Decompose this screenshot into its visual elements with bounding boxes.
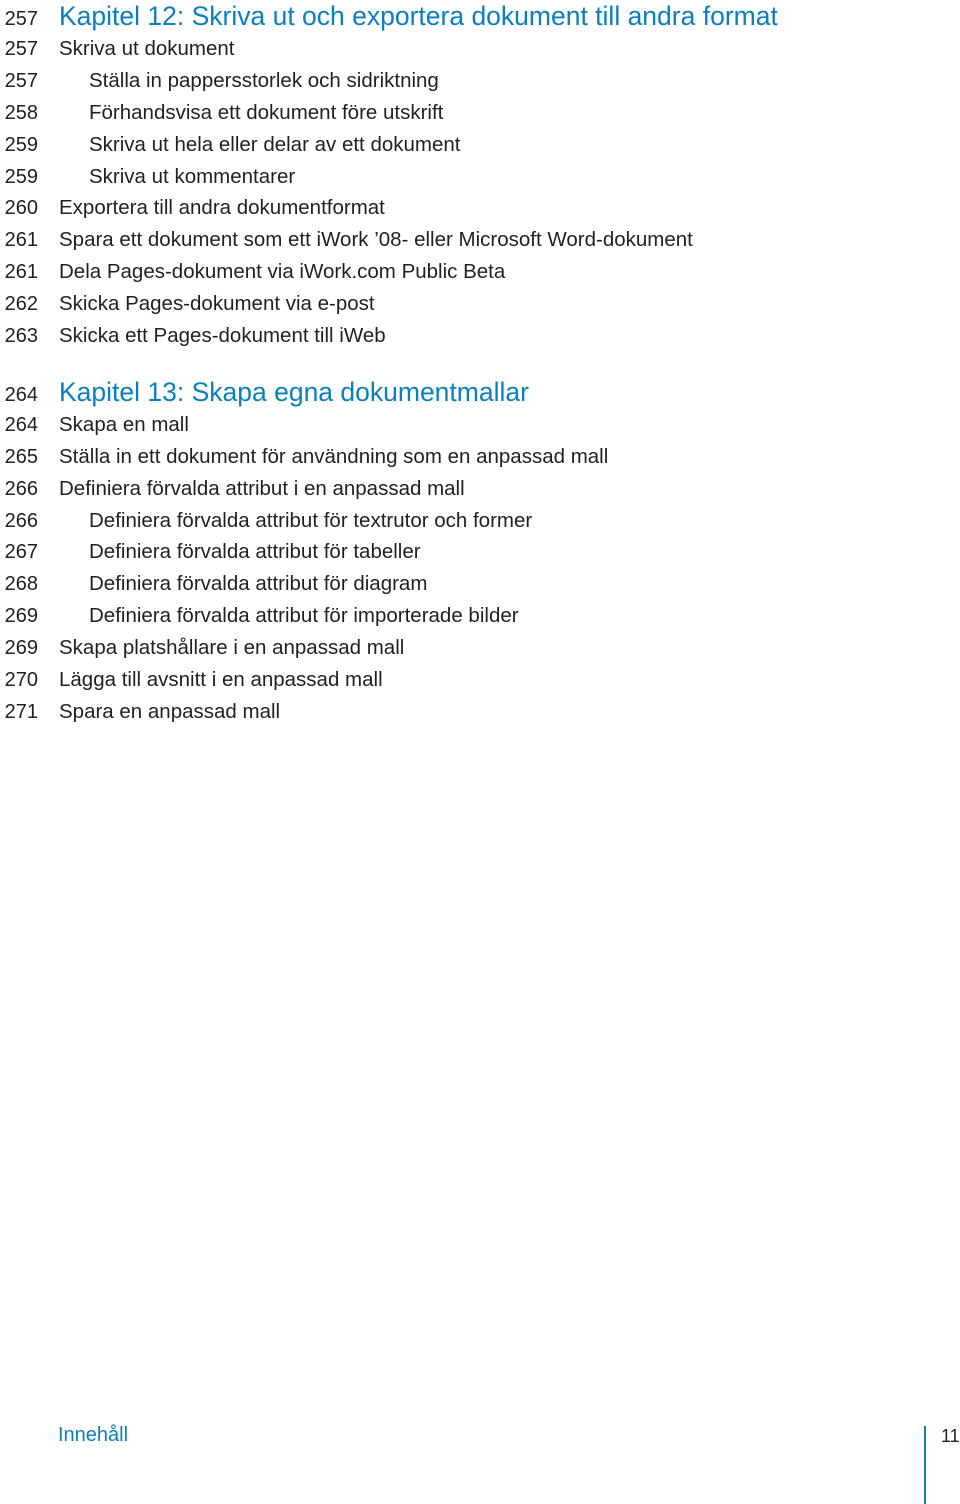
toc-entry[interactable] — [0, 441, 960, 473]
entry-page-number: 262 — [4, 293, 38, 316]
entry-page-number: 259 — [4, 133, 38, 156]
entry-title: Ställa in ett dokument för användning som en anpassad mall — [59, 444, 609, 468]
entry-title: Definiera förvalda attribut för textrutor och former — [89, 508, 533, 532]
entry-page-number: 270 — [4, 669, 38, 692]
entry-page-number: 264 — [4, 413, 38, 436]
chapter-13 — [0, 376, 960, 728]
entry-page-number: 271 — [4, 700, 38, 723]
toc-entry[interactable] — [0, 33, 960, 65]
toc-subentry[interactable] — [0, 65, 960, 97]
toc-subentry[interactable] — [0, 536, 960, 568]
entry-title: Definiera förvalda attribut för tabeller — [89, 540, 421, 564]
entry-page-number: 265 — [4, 445, 38, 468]
chapter-heading[interactable] — [0, 376, 960, 409]
toc-subentry[interactable] — [0, 568, 960, 600]
toc-subentry[interactable] — [0, 600, 960, 632]
toc-subentry[interactable] — [0, 505, 960, 537]
entry-title: Skapa platshållare i en anpassad mall — [59, 636, 405, 660]
toc-subentry[interactable] — [0, 97, 960, 129]
entry-page-number: 258 — [4, 101, 38, 124]
entry-title: Skicka Pages-dokument via e-post — [59, 292, 375, 316]
entry-page-number: 260 — [4, 197, 38, 220]
entry-title: Förhandsvisa ett dokument före utskrift — [89, 100, 444, 124]
entry-title: Skriva ut dokument — [59, 37, 235, 60]
entry-title: Spara en anpassad mall — [59, 699, 281, 723]
entry-page-number: 263 — [4, 325, 38, 348]
entry-title: Exportera till andra dokumentformat — [59, 196, 385, 220]
toc-entry[interactable] — [0, 224, 960, 256]
chapter-page-number: 264 — [4, 383, 38, 406]
chapter-page-number: 257 — [4, 8, 38, 30]
toc-entry[interactable] — [0, 664, 960, 696]
toc-subentry[interactable] — [0, 161, 960, 193]
entry-page-number: 261 — [4, 229, 38, 252]
entry-page-number: 266 — [4, 477, 38, 500]
toc-entry[interactable] — [0, 632, 960, 664]
chapter-title: Kapitel 12: Skriva ut och exportera dokument till andra format — [59, 1, 778, 31]
entry-page-number: 268 — [4, 573, 38, 596]
toc-subentry[interactable] — [0, 129, 960, 161]
toc-entry[interactable] — [0, 288, 960, 320]
entry-title: Definiera förvalda attribut för diagram — [89, 572, 428, 596]
entry-title: Skriva ut hela eller delar av ett dokument — [89, 132, 461, 156]
toc-entry[interactable] — [0, 320, 960, 352]
entry-title: Skriva ut kommentarer — [89, 164, 296, 188]
entry-title: Definiera förvalda attribut för importerade bilder — [89, 604, 519, 628]
entry-title: Dela Pages-dokument via iWork.com Public Beta — [59, 260, 506, 284]
entry-page-number: 266 — [4, 509, 38, 532]
entry-page-number: 257 — [4, 38, 38, 60]
entry-page-number: 257 — [4, 69, 38, 92]
footer-section-label: Innehåll — [58, 1424, 129, 1446]
toc-entry[interactable] — [0, 696, 960, 728]
toc-entry[interactable] — [0, 409, 960, 441]
footer-page-number: 11 — [941, 1426, 960, 1446]
footer-divider — [924, 1426, 926, 1504]
chapter-12 — [0, 0, 960, 352]
entry-page-number: 267 — [4, 541, 38, 564]
entry-title: Skapa en mall — [59, 412, 189, 436]
chapter-title: Kapitel 13: Skapa egna dokumentmallar — [59, 376, 529, 407]
entry-title: Ställa in pappersstorlek och sidriktning — [89, 68, 439, 92]
entry-title: Definiera förvalda attribut i en anpassad mall — [59, 476, 465, 500]
entry-title: Skicka ett Pages-dokument till iWeb — [59, 324, 386, 348]
entry-title: Lägga till avsnitt i en anpassad mall — [59, 668, 383, 692]
entry-page-number: 259 — [4, 165, 38, 188]
chapter-heading[interactable] — [0, 0, 960, 33]
entry-title: Spara ett dokument som ett iWork ’08- eller Microsoft Word-dokument — [59, 228, 693, 252]
entry-page-number: 269 — [4, 637, 38, 660]
toc-entry[interactable] — [0, 192, 960, 224]
entry-page-number: 269 — [4, 605, 38, 628]
entry-page-number: 261 — [4, 261, 38, 284]
toc-entry[interactable] — [0, 256, 960, 288]
toc-entry[interactable] — [0, 473, 960, 505]
